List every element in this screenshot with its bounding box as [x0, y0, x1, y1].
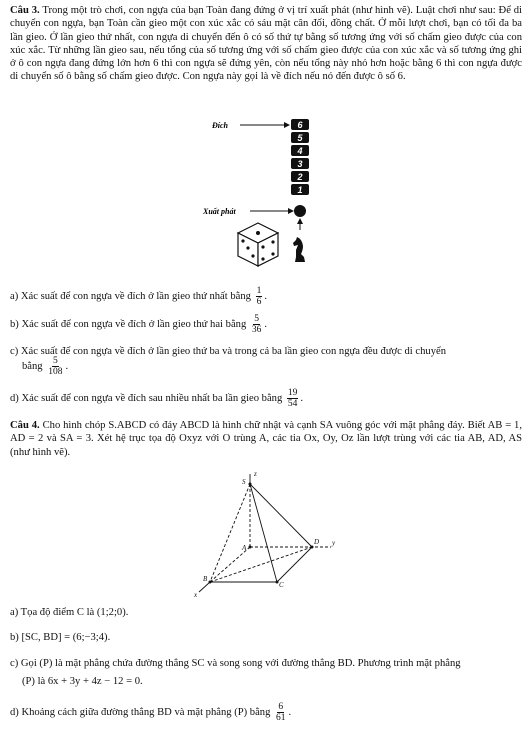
q3-a-den: 6 [256, 297, 262, 307]
q3-b-text: b) Xác suất để con ngựa về đích ở lần gieo thứ hai bằng [10, 318, 247, 330]
q3-d-fraction [287, 388, 299, 409]
q4-c-text: c) Gọi (P) là mặt phẳng chứa đường thẳng SC và song song với đường thẳng BD. Phương trình mặt phẳng [10, 658, 461, 669]
label-x: x [194, 591, 198, 599]
q3-statement-c [10, 346, 446, 357]
pyramid-figure [190, 470, 340, 600]
finish-label: Đích [212, 121, 228, 130]
q3-intro [10, 4, 522, 84]
q3-c-text: c) Xác suất để con ngựa về đích ở lần gieo thứ ba và trong cả ba lần gieo con ngựa đều được di chuyển [10, 346, 446, 357]
q3-a-text: a) Xác suất để con ngựa về đích ở lần gieo thứ nhất bằng [10, 290, 251, 302]
q4-d-num: 6 [278, 702, 284, 712]
q4-d-den: 61 [276, 713, 286, 723]
q3-d-text: d) Xác suất để con ngựa về đích sau nhiều nhất ba lần gieo bằng [10, 392, 283, 404]
q3-b-fraction [251, 314, 263, 335]
q4-label: Câu 4. [10, 420, 40, 431]
q3-d-num: 19 [287, 388, 298, 398]
die-icon [238, 223, 278, 266]
board-cell-number: 4 [297, 146, 303, 156]
label-B: B [203, 575, 208, 583]
board-cell-number: 2 [297, 172, 303, 182]
q3-d-den: 54 [287, 399, 298, 409]
label-C: C [279, 581, 284, 589]
q4-c-text2: (P) là 6x + 3y + 4z − 12 = 0. [22, 676, 143, 687]
q4-statement-c [10, 658, 461, 669]
board-cell-number: 3 [297, 159, 303, 169]
knight-icon [293, 237, 305, 262]
q4-statement-c-cont [22, 676, 143, 687]
label-z: z [254, 470, 257, 478]
label-D: D [314, 538, 320, 546]
q3-statement-d: d) Xác suất để con ngựa về đích sau nhiều nhất ba lần gieo bằng $\frac{19}{54}$ . [10, 388, 304, 409]
label-A: A [242, 544, 247, 552]
start-cell [294, 205, 306, 217]
q3-statement-b: b) Xác suất để con ngựa về đích ở lần gieo thứ hai bằng $\frac{5}{36}$ . [10, 314, 268, 335]
q4-d-fraction [275, 702, 287, 723]
board-cell-number: 1 [297, 185, 303, 195]
label-y: y [332, 539, 336, 547]
q3-c-fraction [47, 356, 63, 377]
q3-c-text2: bằng [22, 360, 43, 372]
q4-intro [10, 419, 522, 459]
q4-statement-d: d) Khoảng cách giữa đường thẳng BD và mặt phẳng (P) bằng $\frac{6}{61}$ . [10, 702, 292, 723]
q4-intro-text: Cho hình chóp S.ABCD có đáy ABCD là hình chữ nhật và cạnh SA vuông góc với mặt phẳng đáy. Biết AB = 1, AD = 2 và SA = 3. Xét hệ trục tọa độ Oxyz với O trùng A, các tia Ox, Oy, Oz lần lượt trùng với các tia AB, AD, AS (như hình vẽ). [10, 420, 523, 458]
q3-b-den: 36 [251, 325, 262, 335]
q3-statement-a: a) Xác suất để con ngựa về đích ở lần gieo thứ nhất bằng $\frac{1}{6}$ . [10, 286, 268, 307]
q3-a-fraction [256, 286, 263, 307]
q3-b-num: 5 [254, 314, 260, 324]
horse-board-figure [200, 112, 340, 272]
q3-statement-c-cont: bằng $\frac{5}{108}$ . [22, 356, 69, 377]
q4-statement-b [10, 632, 110, 643]
board-cell-number: 5 [297, 133, 303, 143]
label-S: S [242, 478, 246, 486]
q3-a-num: 1 [256, 286, 262, 296]
board-cell-number: 6 [297, 120, 303, 130]
q4-a-text: a) Tọa độ điểm C là (1;2;0). [10, 607, 129, 618]
q3-c-den: 108 [48, 367, 63, 377]
q3-intro-text: Trong một trò chơi, con ngựa của bạn Toàn đang đứng ở vị trí xuất phát (như hình vẽ). Luật chơi như sau: Để di chuyển con ngựa, bạn Toàn cần gieo một con xúc xắc có sáu mặt cân đối, đồng chất. Ở mỗi lượt chơi, bạn có tối đa ba lần gieo. Ở lần gieo thứ nhất, con ngựa di chuyển đến ô có số thứ tự bằng số tương ứng với số chấm gieo được của con xúc xắc. Từ những lần gieo sau, nếu tổng của số tương ứng với số chấm gieo được của con xúc xắc và số tương ứng ghi ở ô con ngựa đang đứng lớn hơn 6 thì con ngựa sẽ đứng yên, còn nếu tổng này nhỏ hơn hoặc bằng 6 thì con ngựa được di chuyển số ô bằng số chấm gieo được. Con ngựa này gọi là về đích nếu nó đến được ô số 6. [10, 5, 523, 83]
q4-b-text: b) [SC, BD] = (6;−3;4). [10, 632, 111, 643]
q4-statement-a [10, 607, 128, 618]
q4-d-text: d) Khoảng cách giữa đường thẳng BD và mặt phẳng (P) bằng [10, 706, 271, 718]
start-label: Xuất phát [203, 207, 236, 216]
q3-label: Câu 3. [10, 5, 40, 16]
q3-c-num: 5 [53, 356, 58, 366]
